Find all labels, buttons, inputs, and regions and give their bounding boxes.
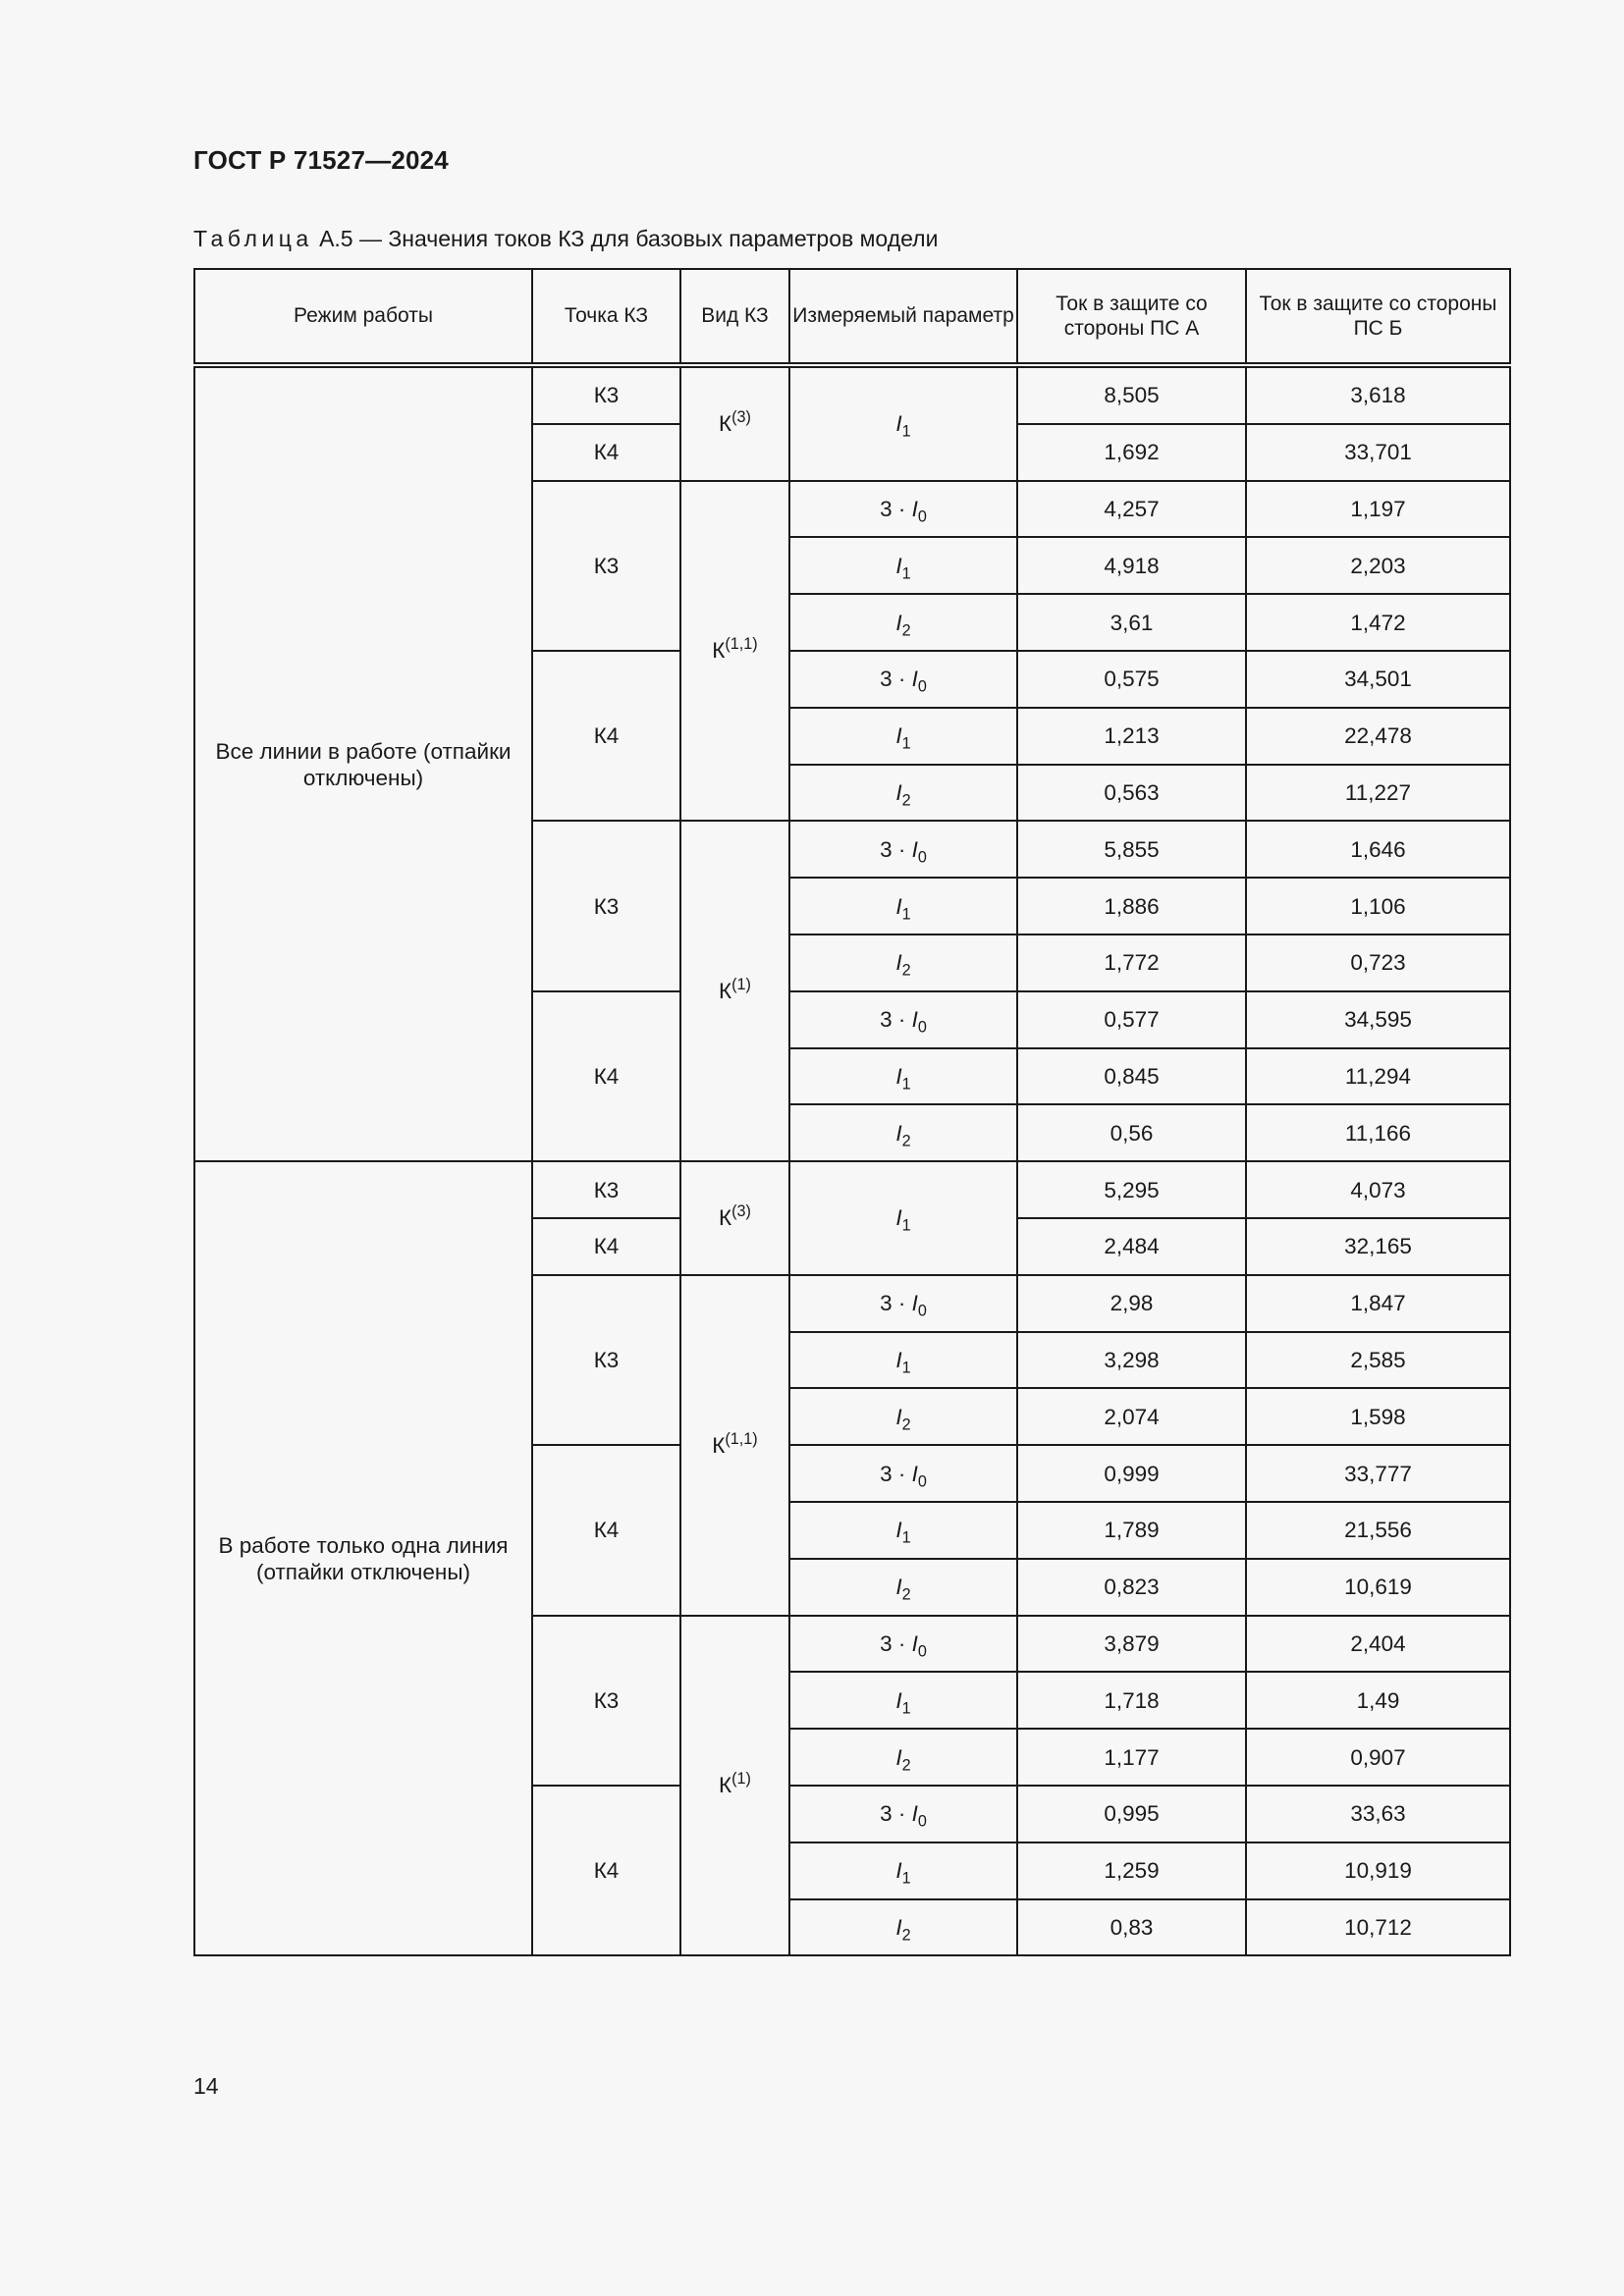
current-a-cell: 4,257 [1017,481,1246,538]
parameter-subscript: 1 [901,1075,911,1094]
parameter-cell [789,1899,1017,1956]
current-a-cell: 5,855 [1017,821,1246,878]
parameter-cell [789,651,1017,708]
parameter-subscript: 0 [917,1812,927,1831]
current-b-cell: 11,227 [1246,765,1510,822]
parameter-cell [789,481,1017,538]
current-a-cell: 0,995 [1017,1786,1246,1842]
current-a-cell: 4,918 [1017,537,1246,594]
current-a-cell: 0,845 [1017,1048,1246,1105]
parameter-subscript: 1 [901,1528,911,1547]
parameter-cell [789,537,1017,594]
parameter-symbol: I [895,779,902,805]
current-b-cell: 1,646 [1246,821,1510,878]
parameter-subscript: 2 [901,1585,911,1604]
parameter-cell [789,765,1017,822]
current-b-cell: 34,595 [1246,991,1510,1048]
fault-type-letter: К [719,1205,732,1231]
current-a-cell: 1,886 [1017,878,1246,934]
parameter-subscript: 1 [901,1869,911,1888]
current-a-cell: 1,259 [1017,1842,1246,1899]
current-a-cell: 2,074 [1017,1388,1246,1445]
current-b-cell: 10,619 [1246,1559,1510,1616]
fault-type-superscript: (3) [731,408,751,427]
current-a-cell: 0,575 [1017,651,1246,708]
parameter-cell [789,1332,1017,1389]
parameter-symbol: I [895,1063,902,1089]
parameter-symbol: I [895,1347,902,1372]
parameter-cell [789,708,1017,765]
parameter-subscript: 0 [917,678,927,697]
current-a-cell: 0,577 [1017,991,1246,1048]
current-b-cell: 1,472 [1246,594,1510,651]
parameter-subscript: 2 [901,1132,911,1150]
parameter-subscript: 1 [901,734,911,753]
fault-type-superscript: (3) [731,1202,751,1221]
current-a-cell: 0,823 [1017,1559,1246,1616]
parameter-subscript: 1 [901,1699,911,1718]
table-row [194,365,1510,424]
current-a-cell: 0,56 [1017,1104,1246,1161]
parameter-subscript: 0 [917,848,927,867]
current-b-cell: 11,294 [1246,1048,1510,1105]
parameter-symbol: I [911,1801,918,1827]
current-b-cell: 2,203 [1246,537,1510,594]
point-cell: К3 [532,1275,680,1445]
parameter-cell [789,1729,1017,1786]
point-cell: К4 [532,651,680,821]
current-a-cell: 3,298 [1017,1332,1246,1389]
point-cell: К3 [532,481,680,651]
parameter-cell [789,1502,1017,1559]
parameter-symbol: I [911,667,918,692]
parameter-symbol: I [895,553,902,578]
current-a-cell: 0,83 [1017,1899,1246,1956]
parameter-symbol: I [895,950,902,976]
parameter-symbol: I [895,1858,902,1884]
fault-type-superscript: (1) [731,976,751,994]
column-header-fault-type: Вид КЗ [680,269,789,365]
current-b-cell: 4,073 [1246,1161,1510,1218]
standard-code: ГОСТ Р 71527—2024 [193,145,449,175]
parameter-subscript: 0 [917,1642,927,1661]
current-a-cell: 5,295 [1017,1161,1246,1218]
parameter-symbol: I [911,1630,918,1656]
parameter-multiplier: 3 · [880,836,912,862]
point-cell: К4 [532,1786,680,1955]
parameter-symbol: I [895,1687,902,1713]
short-circuit-currents-table [193,268,1511,1956]
current-b-cell: 1,49 [1246,1672,1510,1729]
parameter-subscript: 1 [901,1359,911,1377]
current-a-cell: 1,789 [1017,1502,1246,1559]
parameter-cell [789,1275,1017,1332]
point-cell: К4 [532,991,680,1161]
fault-type-cell [680,1616,789,1956]
current-a-cell: 2,484 [1017,1218,1246,1275]
current-b-cell: 2,585 [1246,1332,1510,1389]
column-header-parameter: Измеряемый параметр [789,269,1017,365]
parameter-symbol: I [911,1461,918,1486]
point-cell: К3 [532,1161,680,1218]
parameter-cell [789,1048,1017,1105]
parameter-symbol: I [895,1518,902,1543]
current-a-cell: 3,879 [1017,1616,1246,1673]
parameter-cell [789,1842,1017,1899]
fault-type-cell [680,1275,789,1616]
fault-type-letter: К [719,1773,732,1798]
current-a-cell: 2,98 [1017,1275,1246,1332]
current-a-cell: 1,177 [1017,1729,1246,1786]
table-body [194,365,1510,1955]
point-cell: К4 [532,424,680,481]
current-b-cell: 33,701 [1246,424,1510,481]
parameter-cell [789,1559,1017,1616]
parameter-cell [789,934,1017,991]
fault-type-letter: К [712,638,726,664]
current-a-cell: 1,213 [1017,708,1246,765]
parameter-cell [789,1104,1017,1161]
parameter-cell [789,1388,1017,1445]
current-b-cell: 3,618 [1246,365,1510,424]
parameter-subscript: 1 [901,564,911,583]
current-b-cell: 0,723 [1246,934,1510,991]
fault-type-cell [680,481,789,822]
current-b-cell: 1,197 [1246,481,1510,538]
fault-type-cell [680,1161,789,1275]
current-a-cell: 1,692 [1017,424,1246,481]
parameter-symbol: I [911,1007,918,1033]
parameter-multiplier: 3 · [880,1630,912,1656]
parameter-multiplier: 3 · [880,1007,912,1033]
table-header-row [194,269,1510,365]
point-cell: К3 [532,821,680,990]
current-b-cell: 32,165 [1246,1218,1510,1275]
fault-type-cell [680,821,789,1161]
mode-cell: Все линии в работе (отпайки отключены) [194,365,532,1161]
parameter-symbol: I [895,1120,902,1146]
parameter-subscript: 2 [901,962,911,981]
point-cell: К4 [532,1218,680,1275]
current-b-cell: 1,598 [1246,1388,1510,1445]
parameter-subscript: 0 [917,1302,927,1320]
current-b-cell: 10,712 [1246,1899,1510,1956]
current-b-cell: 33,63 [1246,1786,1510,1842]
table-row [194,1161,1510,1218]
caption-text: А.5 — Значения токов КЗ для базовых параметров модели [312,226,939,251]
parameter-symbol: I [895,723,902,749]
parameter-symbol: I [895,1404,902,1429]
current-a-cell: 3,61 [1017,594,1246,651]
current-b-cell: 21,556 [1246,1502,1510,1559]
point-cell: К3 [532,1616,680,1786]
parameter-subscript: 1 [901,422,911,441]
fault-type-letter: К [719,979,732,1004]
table-caption [193,226,938,252]
parameter-symbol: I [911,496,918,521]
parameter-symbol: I [895,411,902,437]
mode-cell: В работе только одна линия (отпайки отключены) [194,1161,532,1955]
page-number: 14 [193,2073,219,2099]
parameter-subscript: 2 [901,1926,911,1945]
current-b-cell: 11,166 [1246,1104,1510,1161]
parameter-symbol: I [895,1744,902,1770]
fault-type-letter: К [712,1432,726,1458]
column-header-current-b: Ток в защите со стороны ПС Б [1246,269,1510,365]
parameter-subscript: 0 [917,1018,927,1037]
parameter-cell [789,1445,1017,1502]
current-b-cell: 2,404 [1246,1616,1510,1673]
current-a-cell: 1,718 [1017,1672,1246,1729]
fault-type-letter: К [719,411,732,437]
current-a-cell: 8,505 [1017,365,1246,424]
current-a-cell: 1,772 [1017,934,1246,991]
current-b-cell: 10,919 [1246,1842,1510,1899]
fault-type-superscript: (1,1) [725,635,758,654]
parameter-cell [789,365,1017,481]
parameter-symbol: I [895,610,902,635]
parameter-multiplier: 3 · [880,667,912,692]
parameter-cell [789,991,1017,1048]
current-a-cell: 0,563 [1017,765,1246,822]
parameter-subscript: 2 [901,1415,911,1434]
parameter-subscript: 1 [901,905,911,924]
fault-type-superscript: (1,1) [725,1429,758,1448]
parameter-subscript: 2 [901,791,911,810]
parameter-subscript: 0 [917,1472,927,1491]
current-a-cell: 0,999 [1017,1445,1246,1502]
parameter-cell [789,594,1017,651]
parameter-subscript: 2 [901,621,911,640]
column-header-mode: Режим работы [194,269,532,365]
current-b-cell: 0,907 [1246,1729,1510,1786]
current-b-cell: 1,106 [1246,878,1510,934]
parameter-cell [789,1672,1017,1729]
caption-prefix: Таблица [193,226,313,251]
parameter-cell [789,1786,1017,1842]
current-b-cell: 1,847 [1246,1275,1510,1332]
parameter-symbol: I [895,1914,902,1940]
current-b-cell: 33,777 [1246,1445,1510,1502]
parameter-cell [789,878,1017,934]
parameter-symbol: I [911,836,918,862]
parameter-symbol: I [895,1205,902,1231]
parameter-symbol: I [911,1291,918,1316]
parameter-cell [789,821,1017,878]
column-header-point: Точка КЗ [532,269,680,365]
parameter-subscript: 2 [901,1756,911,1775]
current-b-cell: 22,478 [1246,708,1510,765]
fault-type-cell [680,365,789,481]
parameter-subscript: 1 [901,1217,911,1236]
fault-type-superscript: (1) [731,1770,751,1789]
parameter-subscript: 0 [917,507,927,526]
parameter-multiplier: 3 · [880,1801,912,1827]
point-cell: К4 [532,1445,680,1615]
column-header-current-a: Ток в защите со стороны ПС А [1017,269,1246,365]
parameter-multiplier: 3 · [880,1461,912,1486]
parameter-cell [789,1161,1017,1275]
parameter-multiplier: 3 · [880,496,912,521]
parameter-cell [789,1616,1017,1673]
parameter-multiplier: 3 · [880,1291,912,1316]
parameter-symbol: I [895,1575,902,1600]
point-cell: К3 [532,365,680,424]
parameter-symbol: I [895,893,902,919]
current-b-cell: 34,501 [1246,651,1510,708]
